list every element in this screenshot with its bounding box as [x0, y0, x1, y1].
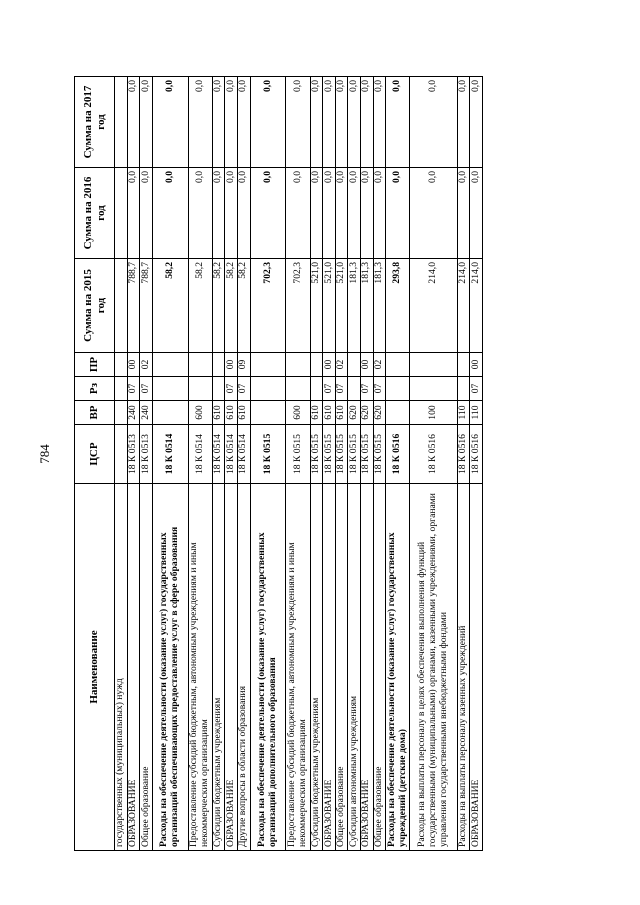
header-vr: ВР	[75, 401, 115, 425]
cell-sum-2016: 0,0	[152, 168, 188, 259]
header-name: Наименование	[75, 484, 115, 851]
table-row	[386, 77, 410, 851]
cell-sum-2015: 214,0	[457, 259, 470, 353]
cell-csr: 18 К 0515	[348, 425, 361, 484]
cell-sum-2015	[115, 259, 128, 353]
cell-sum-2015: 58,2	[237, 259, 250, 353]
cell-name: Расходы на выплаты персоналу казенных учреждений	[457, 484, 470, 851]
cell-sum-2017: 0,0	[410, 77, 457, 168]
cell-csr: 18 К 0516	[410, 425, 457, 484]
cell-name: Расходы на обеспечение деятельности (оказание услуг) государственных организаций обеспечивающих предоставление услуг в сфере образования	[152, 484, 188, 851]
cell-name: Субсидии автономным учреждениям	[348, 484, 361, 851]
cell-csr: 18 К 0515	[373, 425, 386, 484]
cell-sum-2016: 0,0	[323, 168, 336, 259]
cell-vr: 610	[335, 401, 348, 425]
cell-csr: 18 К 0515	[335, 425, 348, 484]
cell-sum-2017: 0,0	[310, 77, 323, 168]
cell-csr: 18 К 0513	[127, 425, 140, 484]
cell-vr: 610	[310, 401, 323, 425]
cell-vr: 620	[373, 401, 386, 425]
cell-pr	[115, 353, 128, 377]
cell-sum-2015: 788,7	[140, 259, 153, 353]
cell-sum-2017: 0,0	[457, 77, 470, 168]
table-row	[152, 77, 188, 851]
table-row	[212, 77, 225, 851]
table-row	[237, 77, 250, 851]
cell-vr: 600	[286, 401, 310, 425]
cell-sum-2015: 521,0	[323, 259, 336, 353]
cell-csr	[115, 425, 128, 484]
cell-pr: 00	[323, 353, 336, 377]
table-row	[127, 77, 140, 851]
cell-pr: 02	[373, 353, 386, 377]
cell-vr: 610	[323, 401, 336, 425]
cell-sum-2015: 521,0	[335, 259, 348, 353]
cell-sum-2016: 0,0	[237, 168, 250, 259]
cell-csr: 18 К 0514	[237, 425, 250, 484]
cell-sum-2017: 0,0	[335, 77, 348, 168]
cell-sum-2017: 0,0	[323, 77, 336, 168]
cell-pr	[250, 353, 286, 377]
header-row	[75, 77, 115, 851]
page-number: 784	[37, 444, 52, 464]
table-row	[410, 77, 457, 851]
cell-pr	[310, 353, 323, 377]
cell-name: Субсидии бюджетным учреждениям	[212, 484, 225, 851]
cell-vr	[386, 401, 410, 425]
cell-rz: 07	[360, 377, 373, 401]
cell-pr	[457, 353, 470, 377]
cell-name: ОБРАЗОВАНИЕ	[225, 484, 238, 851]
cell-csr: 18 К 0514	[212, 425, 225, 484]
header-sum-2017: Сумма на 2017 год	[75, 77, 115, 168]
table-row	[457, 77, 470, 851]
budget-table	[74, 76, 483, 851]
cell-rz: 07	[323, 377, 336, 401]
cell-csr: 18 К 0516	[457, 425, 470, 484]
cell-sum-2017: 0,0	[140, 77, 153, 168]
cell-pr: 02	[335, 353, 348, 377]
cell-pr: 00	[127, 353, 140, 377]
cell-rz	[410, 377, 457, 401]
cell-name: ОБРАЗОВАНИЕ	[323, 484, 336, 851]
cell-sum-2016: 0,0	[348, 168, 361, 259]
cell-rz: 07	[335, 377, 348, 401]
cell-sum-2016: 0,0	[410, 168, 457, 259]
cell-name: Общее образование	[335, 484, 348, 851]
cell-csr: 18 К 0514	[152, 425, 188, 484]
cell-pr	[188, 353, 212, 377]
cell-pr: 02	[140, 353, 153, 377]
cell-sum-2017: 0,0	[470, 77, 483, 168]
table-row	[250, 77, 286, 851]
cell-rz	[348, 377, 361, 401]
table-row	[470, 77, 483, 851]
cell-vr: 100	[410, 401, 457, 425]
cell-pr	[410, 353, 457, 377]
cell-sum-2017: 0,0	[360, 77, 373, 168]
cell-name: Субсидии бюджетным учреждениям	[310, 484, 323, 851]
cell-rz	[310, 377, 323, 401]
cell-sum-2017: 0,0	[127, 77, 140, 168]
cell-vr: 610	[212, 401, 225, 425]
cell-sum-2017: 0,0	[152, 77, 188, 168]
cell-rz	[152, 377, 188, 401]
cell-vr: 600	[188, 401, 212, 425]
cell-pr: 00	[360, 353, 373, 377]
cell-sum-2015: 214,0	[470, 259, 483, 353]
cell-sum-2016: 0,0	[386, 168, 410, 259]
cell-sum-2015: 214,0	[410, 259, 457, 353]
cell-name: Расходы на обеспечение деятельности (оказание услуг) государственных организаций дополнительного образования	[250, 484, 286, 851]
table-row	[115, 77, 128, 851]
header-sum-2015: Сумма на 2015 год	[75, 259, 115, 353]
cell-rz: 07	[237, 377, 250, 401]
cell-sum-2015: 702,3	[286, 259, 310, 353]
cell-sum-2017: 0,0	[348, 77, 361, 168]
cell-sum-2016: 0,0	[250, 168, 286, 259]
cell-rz: 07	[140, 377, 153, 401]
table-row	[310, 77, 323, 851]
rotated-table-container	[74, 77, 559, 851]
cell-sum-2016: 0,0	[212, 168, 225, 259]
cell-sum-2017: 0,0	[373, 77, 386, 168]
header-csr: ЦСР	[75, 425, 115, 484]
cell-sum-2017: 0,0	[250, 77, 286, 168]
cell-sum-2016: 0,0	[360, 168, 373, 259]
cell-sum-2015: 181,3	[373, 259, 386, 353]
cell-pr	[286, 353, 310, 377]
cell-sum-2015: 58,2	[152, 259, 188, 353]
cell-sum-2015: 521,0	[310, 259, 323, 353]
cell-name: ОБРАЗОВАНИЕ	[470, 484, 483, 851]
cell-csr: 18 К 0515	[250, 425, 286, 484]
table-row	[286, 77, 310, 851]
cell-sum-2015: 702,3	[250, 259, 286, 353]
table-row	[373, 77, 386, 851]
cell-pr: 00	[225, 353, 238, 377]
table-body	[115, 77, 483, 851]
cell-vr	[152, 401, 188, 425]
cell-csr: 18 К 0513	[140, 425, 153, 484]
cell-sum-2016: 0,0	[127, 168, 140, 259]
cell-csr: 18 К 0514	[225, 425, 238, 484]
cell-vr: 110	[457, 401, 470, 425]
cell-name: Расходы на обеспечение деятельности (оказание услуг) государственных учреждений (детские дома)	[386, 484, 410, 851]
cell-sum-2016: 0,0	[225, 168, 238, 259]
cell-vr: 240	[140, 401, 153, 425]
cell-pr	[386, 353, 410, 377]
cell-csr: 18 К 0515	[310, 425, 323, 484]
cell-sum-2016: 0,0	[188, 168, 212, 259]
cell-name: ОБРАЗОВАНИЕ	[127, 484, 140, 851]
cell-sum-2015: 58,2	[225, 259, 238, 353]
cell-csr: 18 К 0514	[188, 425, 212, 484]
cell-sum-2017: 0,0	[286, 77, 310, 168]
cell-csr: 18 К 0516	[386, 425, 410, 484]
cell-vr: 240	[127, 401, 140, 425]
cell-rz: 07	[127, 377, 140, 401]
cell-name: Предоставление субсидий бюджетным, автономным учреждениям и иным некоммерческим организациям	[286, 484, 310, 851]
cell-vr: 620	[348, 401, 361, 425]
cell-rz	[212, 377, 225, 401]
cell-rz	[188, 377, 212, 401]
cell-sum-2016: 0,0	[140, 168, 153, 259]
cell-csr: 18 К 0515	[360, 425, 373, 484]
cell-rz: 07	[225, 377, 238, 401]
cell-vr	[250, 401, 286, 425]
table-row	[323, 77, 336, 851]
cell-sum-2015: 293,8	[386, 259, 410, 353]
cell-sum-2016: 0,0	[286, 168, 310, 259]
cell-sum-2015: 58,2	[188, 259, 212, 353]
header-sum-2016: Сумма на 2016 год	[75, 168, 115, 259]
table-row	[188, 77, 212, 851]
cell-sum-2016: 0,0	[457, 168, 470, 259]
cell-sum-2017: 0,0	[237, 77, 250, 168]
cell-sum-2016: 0,0	[310, 168, 323, 259]
cell-pr	[212, 353, 225, 377]
cell-vr: 610	[225, 401, 238, 425]
table-row	[348, 77, 361, 851]
cell-rz	[457, 377, 470, 401]
table-row	[225, 77, 238, 851]
table-row	[360, 77, 373, 851]
cell-sum-2017: 0,0	[188, 77, 212, 168]
cell-name: Общее образование	[373, 484, 386, 851]
cell-name: ОБРАЗОВАНИЕ	[360, 484, 373, 851]
cell-rz	[115, 377, 128, 401]
cell-name: государственных (муниципальных) нужд	[115, 484, 128, 851]
cell-name: Общее образование	[140, 484, 153, 851]
cell-pr: 09	[237, 353, 250, 377]
cell-name: Предоставление субсидий бюджетным, автономным учреждениям и иным некоммерческим организациям	[188, 484, 212, 851]
cell-sum-2017: 0,0	[225, 77, 238, 168]
cell-rz	[286, 377, 310, 401]
cell-vr: 610	[237, 401, 250, 425]
cell-vr	[115, 401, 128, 425]
cell-csr: 18 К 0515	[323, 425, 336, 484]
header-rz: Рз	[75, 377, 115, 401]
cell-name: Расходы на выплаты персоналу в целях обеспечения выполнения функций государственными (муниципальными) органами, казенными учреждениями, органами управления государственными внебюджетными фондами	[410, 484, 457, 851]
cell-vr: 620	[360, 401, 373, 425]
cell-sum-2017: 0,0	[212, 77, 225, 168]
cell-sum-2016: 0,0	[470, 168, 483, 259]
cell-vr: 110	[470, 401, 483, 425]
cell-sum-2015: 58,2	[212, 259, 225, 353]
cell-sum-2015: 181,3	[348, 259, 361, 353]
cell-pr	[348, 353, 361, 377]
cell-sum-2015: 181,3	[360, 259, 373, 353]
header-pr: ПР	[75, 353, 115, 377]
cell-sum-2016	[115, 168, 128, 259]
cell-rz: 07	[373, 377, 386, 401]
cell-rz	[250, 377, 286, 401]
table-row	[140, 77, 153, 851]
cell-pr: 00	[470, 353, 483, 377]
cell-rz	[386, 377, 410, 401]
cell-pr	[152, 353, 188, 377]
cell-csr: 18 К 0515	[286, 425, 310, 484]
cell-sum-2017	[115, 77, 128, 168]
cell-name: Другие вопросы в области образования	[237, 484, 250, 851]
cell-rz: 07	[470, 377, 483, 401]
cell-sum-2016: 0,0	[335, 168, 348, 259]
cell-sum-2016: 0,0	[373, 168, 386, 259]
cell-csr: 18 К 0516	[470, 425, 483, 484]
table-row	[335, 77, 348, 851]
cell-sum-2017: 0,0	[386, 77, 410, 168]
cell-sum-2015: 788,7	[127, 259, 140, 353]
